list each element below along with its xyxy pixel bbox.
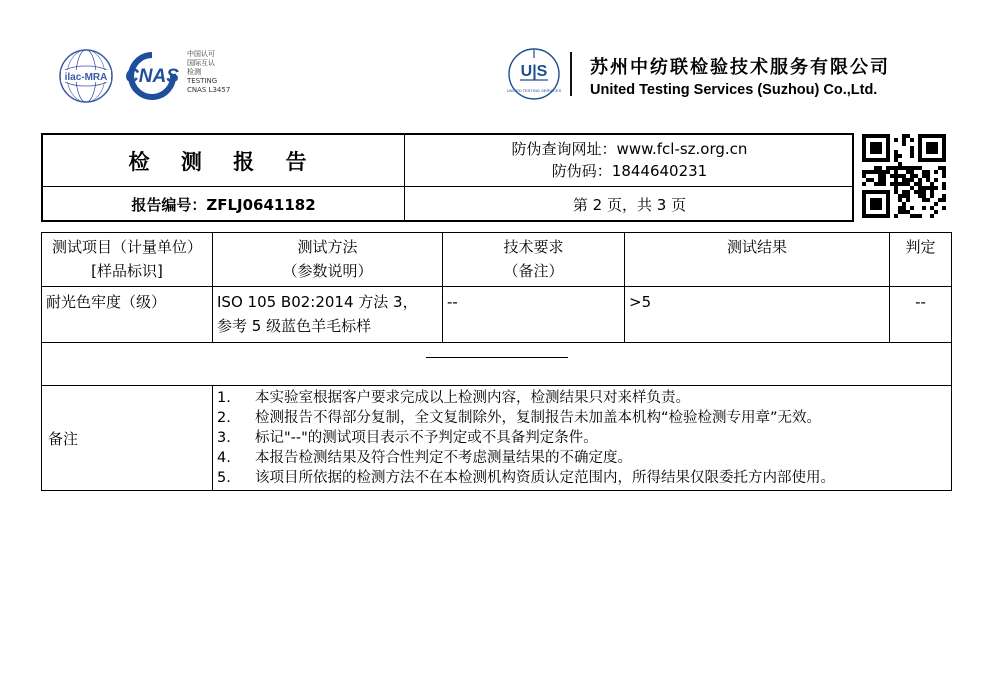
cnas-logo-text: CNAS xyxy=(125,66,179,87)
cell-requirement: -- xyxy=(443,287,625,343)
verify-code: 防伪码：1844640231 xyxy=(551,162,708,180)
cell-test-item: 耐光色牢度（级） xyxy=(42,287,213,343)
logo-divider xyxy=(570,52,572,96)
verification-info xyxy=(405,138,854,182)
separator-line xyxy=(426,357,568,358)
notes-label: 备注 xyxy=(42,386,213,491)
note-item: 3. 标记"--"的测试项目表示不予判定或不具备判定条件。 xyxy=(217,430,598,446)
table-header-row xyxy=(42,233,952,287)
note-item: 5. 该项目所依据的检测方法不在本检测机构资质认定范围内，所得结果仅限委托方内部使用。 xyxy=(217,470,835,486)
report-number xyxy=(43,187,404,222)
cell-test-method: ISO 105 B02:2014 方法 3， 参考 5 级蓝色羊毛标样 xyxy=(213,287,443,343)
header-judgement: 判定 xyxy=(890,233,952,287)
notes-list xyxy=(213,386,952,491)
uts-logo-text: U|S xyxy=(520,63,548,80)
company-name-cn: 苏州中纺联检验技术服务有限公司 xyxy=(590,57,890,78)
table-row xyxy=(42,287,952,343)
cell-judgement: -- xyxy=(890,287,952,343)
cnas-caption: 中国认可 国际互认 检测 TESTING CNAS L3457 xyxy=(187,50,231,94)
uts-logo-sub: UNITED TESTING SERVICES xyxy=(506,88,562,93)
cell-result: >5 xyxy=(625,287,890,343)
company-header xyxy=(506,44,926,104)
note-item: 2. 检测报告不得部分复制，全文复制除外，复制报告未加盖本机构“检验检测专用章”无效。 xyxy=(217,410,822,426)
uts-logo xyxy=(506,44,562,104)
header-requirement: 技术要求 （备注） xyxy=(443,233,625,287)
header-test-method: 测试方法 （参数说明） xyxy=(213,233,443,287)
header-result: 测试结果 xyxy=(625,233,890,287)
qr-code[interactable] xyxy=(862,134,946,218)
ilac-text: ilac-MRA xyxy=(64,72,108,83)
report-title: 检 测 报 告 xyxy=(128,149,319,174)
results-table xyxy=(41,232,952,491)
company-name-en: United Testing Services (Suzhou) Co.,Ltd. xyxy=(590,82,878,98)
report-header-table xyxy=(41,133,854,222)
verify-url: 防伪查询网址：www.fcl-sz.org.cn xyxy=(511,140,748,158)
note-item: 1. 本实验室根据客户要求完成以上检测内容，检测结果只对来样负责。 xyxy=(217,390,690,406)
note-item: 4. 本报告检测结果及符合性判定不考虑测量结果的不确定度。 xyxy=(217,450,632,466)
ilac-mra-logo xyxy=(58,48,114,104)
notes-row xyxy=(42,386,952,491)
separator-row xyxy=(42,343,952,386)
accreditation-logos xyxy=(58,48,258,104)
page-info: 第 2 页，共 3 页 xyxy=(572,196,687,214)
report-number-value: ZFLJ0641182 xyxy=(206,195,316,214)
report-number-label: 报告编号： xyxy=(131,196,207,214)
cnas-logo xyxy=(118,52,186,100)
end-separator xyxy=(42,343,952,386)
header-test-item: 测试项目（计量单位） [样品标识] xyxy=(42,233,213,287)
